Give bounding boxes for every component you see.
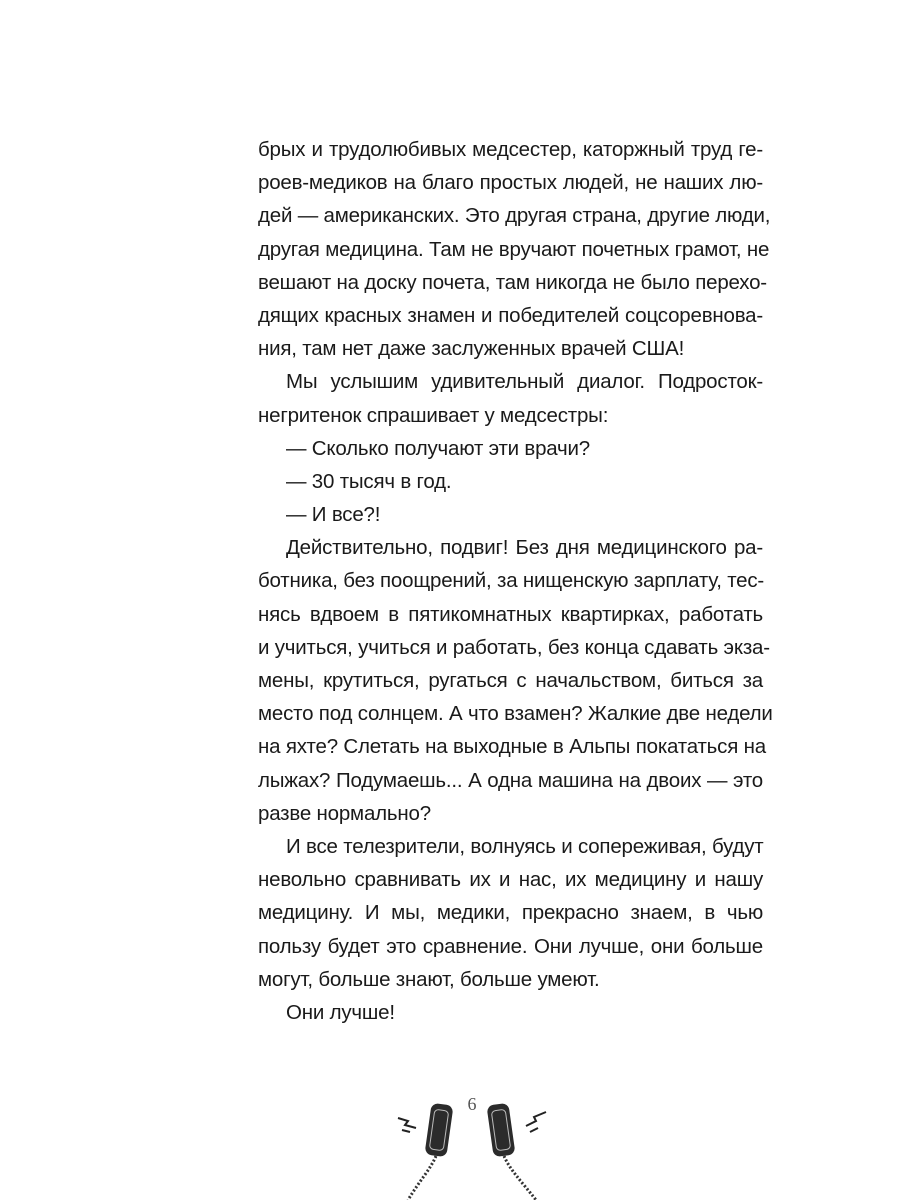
text-line: негритенок спрашивает у медсестры: [258,403,609,427]
text-line: И все телезрители, волнуясь и сопереживая, будут [286,834,764,858]
dialogue-line: — И все?! [286,503,381,527]
telephone-handset-icon [486,1103,536,1200]
text-line: мены, крутиться, ругаться с начальством, биться за [258,669,763,692]
spark-icon [398,1118,416,1132]
text-line: место под солнцем. А что взамен? Жалкие две недели [258,702,773,726]
text-line: невольно сравнивать их и нас, их медицину и нашу [258,868,763,892]
text-line: роев-медиков на благо простых людей, не наших лю- [258,171,763,195]
dialogue-line: — Сколько получают эти врачи? [286,436,590,460]
text-line: вешают на доску почета, там никогда не было перехо- [258,270,767,294]
dialogue-line: — 30 тысяч в год. [286,469,452,493]
text-line: ботника, без поощрений, за нищенскую зарплату, тес- [258,569,765,593]
text-line: могут, больше знают, больше умеют. [258,967,600,991]
text-line: ния, там нет даже заслуженных врачей США! [258,337,685,361]
text-line: брых и трудолюбивых медсестер, каторжный труд ге- [258,138,763,161]
page-number: 6 [467,1094,477,1114]
body-text [258,133,773,1029]
text-line: Действительно, подвиг! Без дня медицинского ра- [286,536,763,560]
text-line: пользу будет это сравнение. Они лучше, они больше [258,934,763,958]
text-line: лыжах? Подумаешь... А одна машина на двоих — это [258,768,763,792]
telephone-handset-icon [408,1103,454,1200]
text-line: дящих красных знамен и победителей соцсоревнова- [258,303,763,327]
text-line: нясь вдвоем в пятикомнатных квартирках, работать [258,602,763,626]
text-line: и учиться, учиться и работать, без конца сдавать экза- [258,635,770,659]
text-line: дей — американских. Это другая страна, другие люди, [258,204,771,228]
spark-icon [526,1112,546,1132]
text-line: Они лучше! [286,1000,395,1024]
text-line: медицину. И мы, медики, прекрасно знаем, в чью [258,901,763,925]
text-line: разве нормально? [258,801,431,825]
text-line: другая медицина. Там не вручают почетных грамот, не [258,237,770,261]
text-line: Мы услышим удивительный диалог. Подросток- [286,370,763,394]
text-line: на яхте? Слетать на выходные в Альпы покататься на [258,735,766,759]
